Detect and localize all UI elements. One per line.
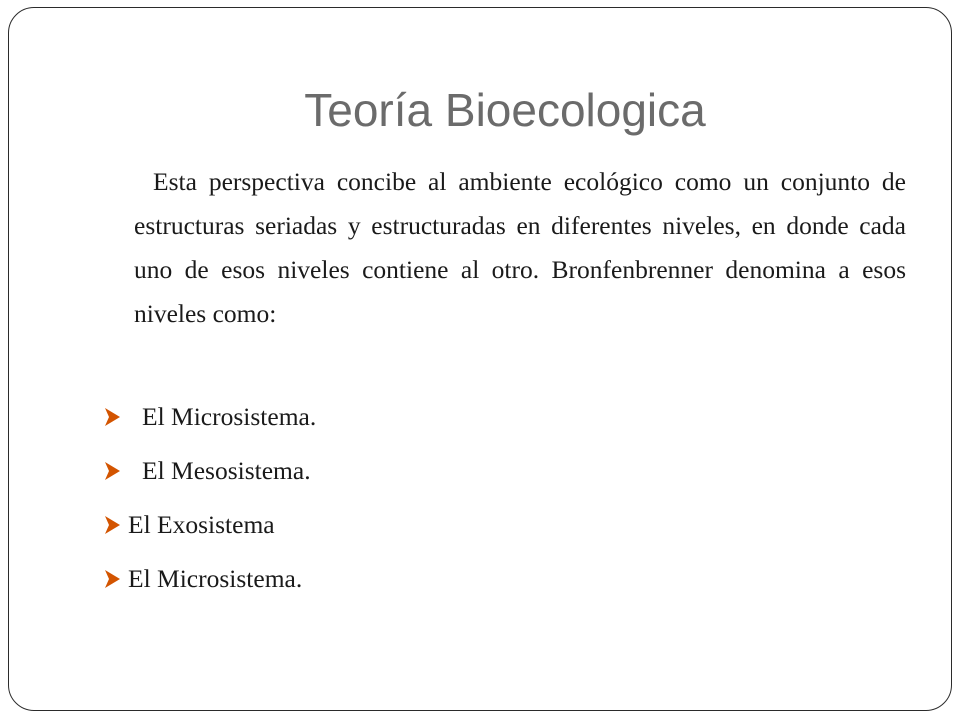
slide-title: Teoría Bioecologica (304, 84, 706, 136)
bullet-text: El Mesosistema. (142, 456, 311, 485)
arrowhead-bullet-icon (104, 461, 121, 481)
arrowhead-bullet-icon (104, 569, 121, 589)
bullet-list (104, 390, 316, 606)
bullet-text: El Microsistema. (128, 564, 303, 593)
body-paragraph: Esta perspectiva concibe al ambiente ecológico como un conjunto de estructuras seriadas y estructuradas en diferentes niveles, en donde cada uno de esos niveles contiene al otro. Bronfenbrenner denomina a esos niveles como: (134, 167, 906, 328)
bullet-text: El Exosistema (128, 510, 275, 539)
bullet-text: El Microsistema. (142, 402, 317, 431)
list-item (104, 444, 316, 498)
list-item (104, 552, 316, 606)
list-item (104, 390, 316, 444)
list-item (104, 498, 316, 552)
arrowhead-bullet-icon (104, 407, 121, 427)
arrowhead-bullet-icon (104, 515, 121, 535)
